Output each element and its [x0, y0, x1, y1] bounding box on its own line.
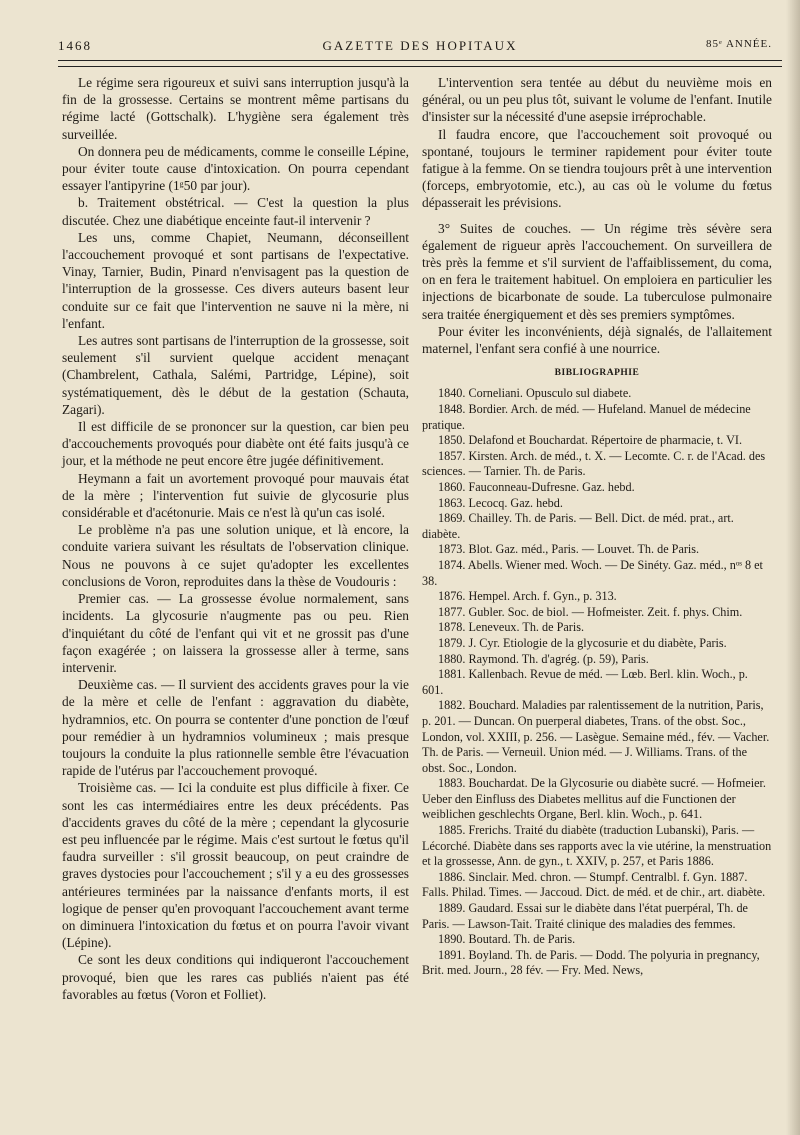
left-column	[62, 74, 409, 1003]
paragraph: Le problème n'a pas une solution unique, et là encore, la conduite variera suivant les résultats de l'observation clinique. Nous ne pouvons à ce sujet qu'adopter les excellentes conclusions de Voron, reproduites dans la thèse de Voudouris :	[62, 522, 409, 589]
paragraph: Il est difficile de se prononcer sur la question, car bien peu d'accouchements provoqués pour diabète ont été faits jusqu'à ce jour, et la méthode ne peut encore être jugée définitivement.	[62, 419, 409, 469]
paragraph: Heymann a fait un avortement provoqué pour mauvais état de la mère ; l'intervention fut suivie de glycosurie plus considérable et d'acétonurie. Mais ce n'est là qu'un cas isolé.	[62, 470, 409, 521]
paragraph: Ce sont les deux conditions qui indiqueront l'accouchement provoqué, bien que les rares cas publiés n'aient pas été favorables au fœtus (Voron et Folliet).	[62, 952, 409, 1002]
paragraph: Il faudra encore, que l'accouchement soit provoqué ou spontané, toujours le terminer rapidement pour éviter toute fatigue à la femme. On se tiendra toujours prêt à une intervention (forceps, embryotomie, etc.), au cas où le volume du fœtus dépasserait les prévisions.	[422, 126, 772, 211]
paragraph: b. Traitement obstétrical. — C'est la question la plus discutée. Chez une diabétique enceinte faut-il intervenir ?	[62, 195, 409, 228]
paragraph: Premier cas. — La grossesse évolue normalement, sans incidents. La glycosurie n'augmente pas ou peu. Rien d'inquiétant du côté de l'enfant qui vit et ne grossit pas d'une façon exagérée ; on laissera la grossesse aller à terme, sans intervenir.	[62, 591, 409, 675]
paragraph: On donnera peu de médicaments, comme le conseille Lépine, pour éviter toute cause d'intoxication. On pourra cependant essayer l'antipyrine (1ᵍ50 par jour).	[62, 143, 409, 194]
header-rule-top	[58, 60, 782, 61]
paragraph: Le régime sera rigoureux et suivi sans interruption jusqu'à la fin de la grossesse. Certains se montrent même partisans du régime lacté (Gottschalk). L'hygiène sera également très surveillée.	[62, 75, 409, 142]
year-label: 85ᵉ ANNÉE.	[706, 38, 772, 50]
bibliography-entry: 1889. Gaudard. Essai sur le diabète dans l'état puerpéral, Th. de Paris. — Lawson-Tait. Traité clinique des maladies des femmes.	[422, 901, 748, 931]
bibliography-entry: 1877. Gubler. Soc. de biol. — Hofmeister. Zeit. f. phys. Chim.	[438, 604, 743, 619]
bibliography-entry: 1881. Kallenbach. Revue de méd. — Lœb. Berl. klin. Woch., p. 601.	[422, 667, 748, 697]
bibliography-entry: 1863. Lecocq. Gaz. hebd.	[438, 495, 563, 510]
paragraph: Les autres sont partisans de l'interruption de la grossesse, soit seulement s'il survient quelque accident menaçant (Chambrelent, Cathala, Salémi, Partridge, Lépine), soit systématiquement, dès le début de la gestation (Schauta, Zagari).	[62, 333, 409, 417]
bibliography-entry: 1869. Chailley. Th. de Paris. — Bell. Dict. de méd. prat., art. diabète.	[422, 511, 734, 541]
paragraph: Deuxième cas. — Il survient des accidents graves pour la vie de la mère et celle de l'enfant : aggravation du diabète, hydramnios, etc. On pourra se contenter d'une ponction de l'œuf pour remédier à un hydramnios volumineux ; mais presque toujours la conduite la plus rationnelle semble être l'évacuation rapide de l'utérus par l'accouchement provoqué.	[62, 677, 409, 779]
running-header	[58, 36, 782, 56]
page-number: 1468	[58, 38, 92, 53]
bibliography-entry: 1848. Bordier. Arch. de méd. — Hufeland. Manuel de médecine pratique.	[422, 402, 751, 432]
page-edge-shadow	[786, 0, 800, 1135]
bibliography-entry: 1850. Delafond et Bouchardat. Répertoire de pharmacie, t. VI.	[438, 433, 743, 448]
paragraph: L'intervention sera tentée au début du neuvième mois en général, ou un peu plus tôt, suivant le volume de l'enfant. Inutile d'insister sur la nécessité d'une asepsie irréprochable.	[422, 75, 772, 125]
right-column	[422, 74, 772, 979]
bibliography-entry: 1890. Boutard. Th. de Paris.	[438, 932, 576, 947]
bibliography-entry: 1880. Raymond. Th. d'agrég. (p. 59), Paris.	[438, 651, 649, 666]
bibliography-entry: 1873. Blot. Gaz. méd., Paris. — Louvet. Th. de Paris.	[438, 542, 700, 557]
bibliography-entry: 1891. Boyland. Th. de Paris. — Dodd. The polyuria in pregnancy, Brit. med. Journ., 28 fév. — Fry. Med. News,	[422, 947, 760, 978]
bibliography-heading: BIBLIOGRAPHIE	[554, 368, 640, 379]
header-rule-bottom	[58, 66, 782, 67]
bibliography-entry: 1886. Sinclair. Med. chron. — Stumpf. Centralbl. f. Gyn. 1887. Falls. Philad. Times. — Jaccoud. Dict. de méd. et de chir., art. diabète.	[422, 869, 766, 900]
bibliography-entry: 1882. Bouchard. Maladies par ralentissement de la nutrition, Paris, p. 201. — Duncan. On puerperal diabetes, Trans. of the obst. Soc., London, vol. XXIII, p. 256. — Lasègue. Semaine méd., fév. — Vacher. Th. de Paris. — Verneuil. Union méd. — J. Williams. Trans. of the obst. Soc., London.	[422, 698, 770, 775]
bibliography-entry: 1883. Bouchardat. De la Glycosurie ou diabète sucré. — Hofmeier. Ueber den Einfluss des Diabetes mellitus auf die Functionen der weiblichen geschlechts Organe, Berl. klin. Woch., p. 641.	[422, 776, 766, 822]
journal-title: GAZETTE DES HOPITAUX	[322, 38, 518, 53]
bibliography-list	[422, 386, 772, 979]
bibliography-entry: 1857. Kirsten. Arch. de méd., t. X. — Lecomte. C. r. de l'Acad. des sciences. — Tarnier. Th. de Paris.	[422, 448, 766, 479]
paragraph: 3° Suites de couches. — Un régime très sévère sera également de rigueur après l'accouchement. On surveillera de très près la femme et s'il survient de l'affaiblissement, du coma, on en fera le traitement habituel. On emploiera en particulier les injections de bicarbonate de soude. La tuberculose pulmonaire sera traitée énergiquement et dès ses premiers symptômes.	[422, 220, 772, 322]
paragraph: Les uns, comme Chapiet, Neumann, déconseillent l'accouchement provoqué et sont partisans de l'expectative. Vinay, Tarnier, Budin, Pinard n'envisagent pas la question de l'interruption de la grossesse. Ces divers auteurs basent leur conduite sur ce fait que l'intervention ne sauve ni la mère, ni l'enfant.	[62, 229, 409, 331]
paragraph: Pour éviter les inconvénients, déjà signalés, de l'allaitement maternel, l'enfant sera confié à une nourrice.	[422, 323, 772, 357]
bibliography-entry: 1879. J. Cyr. Etiologie de la glycosurie et du diabète, Paris.	[438, 635, 727, 650]
bibliography-entry: 1840. Corneliani. Opusculo sul diabete.	[438, 386, 632, 401]
bibliography-entry: 1885. Frerichs. Traité du diabète (traduction Lubanski), Paris. — Lécorché. Diabète dans ses rapports avec la vie utérine, la menstruation et la grossesse, Ann. de gyn., t. XXIV, p. 257, et Paris 1886.	[422, 823, 772, 869]
bibliography-entry: 1874. Abells. Wiener med. Woch. — De Sinéty. Gaz. méd., nᵒˢ 8 et 38.	[422, 557, 763, 588]
bibliography-entry: 1876. Hempel. Arch. f. Gyn., p. 313.	[438, 589, 617, 604]
bibliography-entry: 1878. Leneveux. Th. de Paris.	[438, 620, 584, 635]
paragraph: Troisième cas. — Ici la conduite est plus difficile à fixer. Ce sont les cas intermédiaires entre les deux précédents. Pas d'accidents graves du côté de la mère ; cependant la glycosurie est peu influencée par le régime. Mais c'est surtout le fœtus qu'il faudra surveiller : s'il grossit beaucoup, on peut craindre de graves dystocies pour l'accouchement ; s'il y a eu des grossesses antérieures terminées par la naissance d'enfants morts, il est logique de penser qu'en provoquant l'accouchement avant terme on diminuera l'intoxication du fœtus et on pourra l'avoir vivant (Lépine).	[62, 780, 409, 951]
bibliography-entry: 1860. Fauconneau-Dufresne. Gaz. hebd.	[438, 480, 635, 495]
